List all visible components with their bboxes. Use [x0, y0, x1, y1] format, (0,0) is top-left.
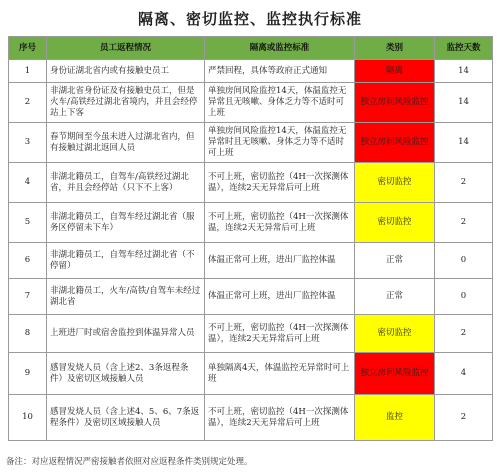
cell-no: 7 — [9, 279, 47, 315]
cell-days: 0 — [435, 243, 493, 279]
cell-standard: 单独房间风险监控14天，体温监控无异常且无咳嗽、身体乏力等不适时可上班 — [205, 83, 355, 123]
table-row — [9, 315, 493, 353]
cell-standard: 不可上班，密切监控（4H一次探测体温），连续2天无异常后可上班 — [205, 315, 355, 353]
cell-days: 14 — [435, 123, 493, 163]
cell-standard: 不可上班，密切监控（4H一次探测体温），连续2天无异常后可上班 — [205, 395, 355, 441]
header-category: 类别 — [355, 37, 435, 60]
cell-situation: 感冒发烧人员（含上述2、3条返程条件）及密切区域接触人员 — [47, 353, 205, 395]
cell-situation: 上班进厂时或宿舍监控到体温异常人员 — [47, 315, 205, 353]
cell-no: 4 — [9, 163, 47, 203]
cell-days: 2 — [435, 395, 493, 441]
table-row — [9, 203, 493, 243]
cell-category: 密切监控 — [355, 163, 435, 203]
cell-days: 14 — [435, 60, 493, 83]
table-row — [9, 279, 493, 315]
cell-standard: 不可上班，密切监控（4H一次探测体温，连续2天无异常后可上班 — [205, 203, 355, 243]
cell-category: 正常 — [355, 279, 435, 315]
table-row — [9, 163, 493, 203]
cell-situation: 感冒发烧人员（含上述4、5、6、7条返程条件）及密切区域接触人员 — [47, 395, 205, 441]
cell-days: 2 — [435, 203, 493, 243]
footnote: 备注：对应返程情况严密接触者依照对应返程条件类别规定处理。 — [6, 457, 253, 467]
table-row — [9, 353, 493, 395]
table-row — [9, 395, 493, 441]
cell-days: 2 — [435, 163, 493, 203]
cell-days: 14 — [435, 83, 493, 123]
cell-category: 密切监控 — [355, 203, 435, 243]
cell-category: 隔离 — [355, 60, 435, 83]
cell-standard: 严禁回程，具体等政府正式通知 — [205, 60, 355, 83]
header-no: 序号 — [9, 37, 47, 60]
cell-no: 9 — [9, 353, 47, 395]
cell-no: 3 — [9, 123, 47, 163]
cell-category: 密切监控 — [355, 315, 435, 353]
cell-standard: 体温正常可上班，进出厂监控体温 — [205, 279, 355, 315]
cell-situation: 非湖北籍员工，自驾车经过湖北省（不停留） — [47, 243, 205, 279]
cell-situation: 非湖北籍员工，火车/高铁/自驾车未经过湖北省 — [47, 279, 205, 315]
cell-category: 独立房间风险监控 — [355, 123, 435, 163]
table-row — [9, 123, 493, 163]
cell-no: 10 — [9, 395, 47, 441]
cell-days: 4 — [435, 353, 493, 395]
cell-situation: 身份证湖北省内或有接触史员工 — [47, 60, 205, 83]
cell-situation: 非湖北籍员工，自驾车/高铁经过湖北省，并且会经停站（只下不上客） — [47, 163, 205, 203]
cell-situation: 非湖北省身份证及有接触史员工，但是火车/高铁经过湖北省境内，并且会经停站上下客 — [47, 83, 205, 123]
header-standard: 隔离或监控标准 — [205, 37, 355, 60]
cell-no: 8 — [9, 315, 47, 353]
table-row — [9, 243, 493, 279]
cell-standard: 体温正常可上班，进出厂监控体温 — [205, 243, 355, 279]
cell-standard: 单独房间风险监控14天，体温监控无异常时且无咳嗽、身体乏力等不适时可上班 — [205, 123, 355, 163]
table-row — [9, 60, 493, 83]
table-row — [9, 83, 493, 123]
page-title: 隔离、密切监控、监控执行标准 — [137, 10, 362, 28]
header-days: 监控天数 — [435, 37, 493, 60]
cell-standard: 单独隔离4天，体温监控无异常时可上班 — [205, 353, 355, 395]
cell-standard: 不可上班，密切监控（4H一次探测体温），连续2天无异常后可上班 — [205, 163, 355, 203]
cell-days: 2 — [435, 315, 493, 353]
cell-days: 0 — [435, 279, 493, 315]
table-header-row — [9, 37, 493, 60]
cell-no: 5 — [9, 203, 47, 243]
cell-no: 6 — [9, 243, 47, 279]
cell-category: 独立房间风险监控 — [355, 83, 435, 123]
cell-category: 独立房间风险监控 — [355, 353, 435, 395]
cell-category: 正常 — [355, 243, 435, 279]
header-situation: 员工返程情况 — [47, 37, 205, 60]
cell-no: 1 — [9, 60, 47, 83]
cell-no: 2 — [9, 83, 47, 123]
cell-situation: 非湖北籍员工，自驾车经过湖北省（服务区停留未下车） — [47, 203, 205, 243]
cell-situation: 春节期间至今虽未进入过湖北省内，但有接触过湖北返回人员 — [47, 123, 205, 163]
standards-table — [8, 36, 493, 441]
cell-category: 监控 — [355, 395, 435, 441]
